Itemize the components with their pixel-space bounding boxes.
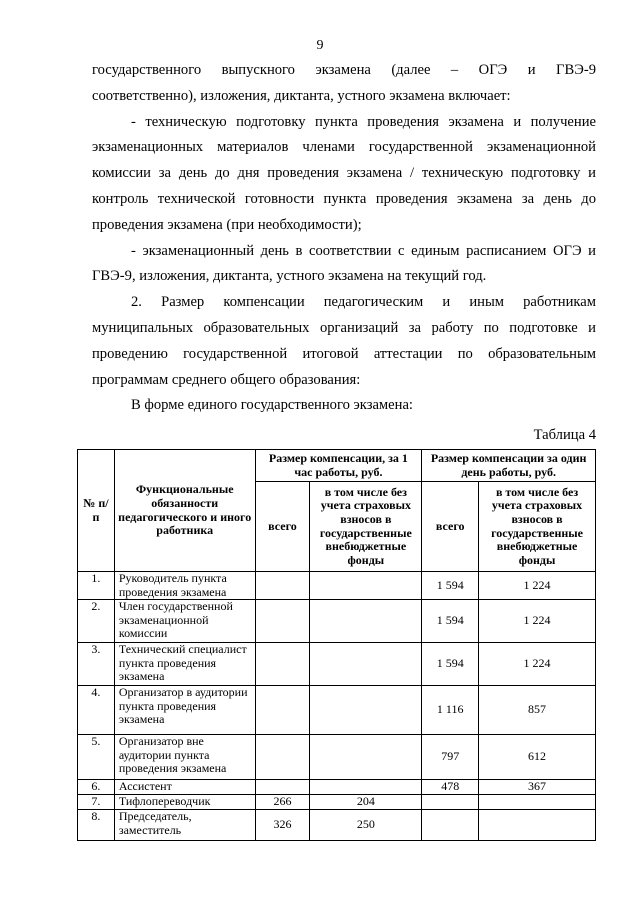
table-row: [78, 572, 596, 600]
row-duty: Тифлопереводчик: [114, 795, 255, 810]
row-hour-excl: [310, 780, 422, 795]
row-number: 6.: [78, 780, 115, 795]
row-hour-excl: [310, 572, 422, 600]
header-number: № п/п: [78, 450, 115, 572]
row-number: 3.: [78, 643, 115, 686]
continued-line-end: соответственно), изложения, диктанта, устного экзамена включает:: [92, 87, 511, 104]
row-day-excl: 1 224: [479, 600, 596, 643]
header-day-total: всего: [422, 482, 479, 572]
row-day-excl: 612: [479, 735, 596, 780]
row-number: 8.: [78, 810, 115, 841]
row-hour-excl: [310, 643, 422, 686]
row-hour-total: [255, 686, 310, 735]
row-day-total: 1 594: [422, 600, 479, 643]
paragraph-compensation: 2. Размер компенсации педагогическим и иным работникам муниципальных образовательных организаций за работу по подготовке и проведению государственной итоговой аттестации по образовательным программам среднего общего образования:: [92, 294, 596, 388]
row-hour-excl: [310, 735, 422, 780]
page-number: 9: [316, 38, 324, 53]
table-row: [78, 780, 596, 795]
row-day-total: 1 594: [422, 572, 479, 600]
row-hour-total: [255, 780, 310, 795]
compensation-table: [77, 449, 596, 841]
continued-line: государственного выпускного экзамена (далее – ОГЭ и ГВЭ-9: [92, 62, 596, 78]
header-hour-total: всего: [255, 482, 310, 572]
row-hour-total: 266: [255, 795, 310, 810]
row-day-excl: 367: [479, 780, 596, 795]
bullet-technical-prep: - техническую подготовку пункта проведения экзамена и получение экзаменационных материалов членами государственной экзаменационной комиссии за день до дня проведения экзамена / техническую подготовку и контроль технической готовности пункта проведения экзамена за день до проведения экзамена (при необходимости);: [92, 113, 596, 233]
row-hour-excl: 250: [310, 810, 422, 841]
row-hour-total: [255, 600, 310, 643]
row-day-total: 1 116: [422, 686, 479, 735]
bullet-exam-day: - экзаменационный день в соответствии с единым расписанием ОГЭ и ГВЭ-9, изложения, диктанта, устного экзамена на текущий год.: [92, 242, 596, 285]
header-hour-excl: в том числе без учета страховых взносов в государственные внебюджетные фонды: [310, 482, 422, 572]
row-hour-total: [255, 572, 310, 600]
row-duty: Председатель, заместитель: [114, 810, 255, 841]
table-row: [78, 686, 596, 735]
row-day-excl: [479, 795, 596, 810]
row-hour-excl: [310, 600, 422, 643]
row-number: 2.: [78, 600, 115, 643]
row-hour-excl: [310, 686, 422, 735]
row-number: 5.: [78, 735, 115, 780]
row-hour-total: [255, 735, 310, 780]
row-day-total: [422, 795, 479, 810]
row-duty: Руководитель пункта проведения экзамена: [114, 572, 255, 600]
row-day-total: [422, 810, 479, 841]
header-per-day: Размер компенсации за один день работы, руб.: [422, 450, 596, 482]
row-hour-excl: 204: [310, 795, 422, 810]
row-duty: Организатор в аудитории пункта проведения экзамена: [114, 686, 255, 735]
table-caption: Таблица 4: [533, 427, 596, 443]
paragraph-exam-form: В форме единого государственного экзамена:: [131, 397, 413, 414]
table-row: [78, 643, 596, 686]
document-body: [92, 58, 596, 419]
row-number: 7.: [78, 795, 115, 810]
row-day-total: 797: [422, 735, 479, 780]
header-day-excl: в том числе без учета страховых взносов в государственные внебюджетные фонды: [479, 482, 596, 572]
header-duties: Функциональные обязанности педагогического и иного работника: [114, 450, 255, 572]
row-hour-total: 326: [255, 810, 310, 841]
row-day-total: 478: [422, 780, 479, 795]
row-duty: Организатор вне аудитории пункта проведения экзамена: [114, 735, 255, 780]
row-duty: Член государственной экзаменационной комиссии: [114, 600, 255, 643]
row-day-excl: [479, 810, 596, 841]
row-day-excl: 857: [479, 686, 596, 735]
row-number: 1.: [78, 572, 115, 600]
table-row: [78, 735, 596, 780]
row-day-excl: 1 224: [479, 643, 596, 686]
row-hour-total: [255, 643, 310, 686]
table-row: [78, 600, 596, 643]
table-row: [78, 795, 596, 810]
row-duty: Ассистент: [114, 780, 255, 795]
row-number: 4.: [78, 686, 115, 735]
row-day-total: 1 594: [422, 643, 479, 686]
table-row: [78, 810, 596, 841]
row-day-excl: 1 224: [479, 572, 596, 600]
header-per-hour: Размер компенсации, за 1 час работы, руб.: [255, 450, 422, 482]
row-duty: Технический специалист пункта проведения экзамена: [114, 643, 255, 686]
